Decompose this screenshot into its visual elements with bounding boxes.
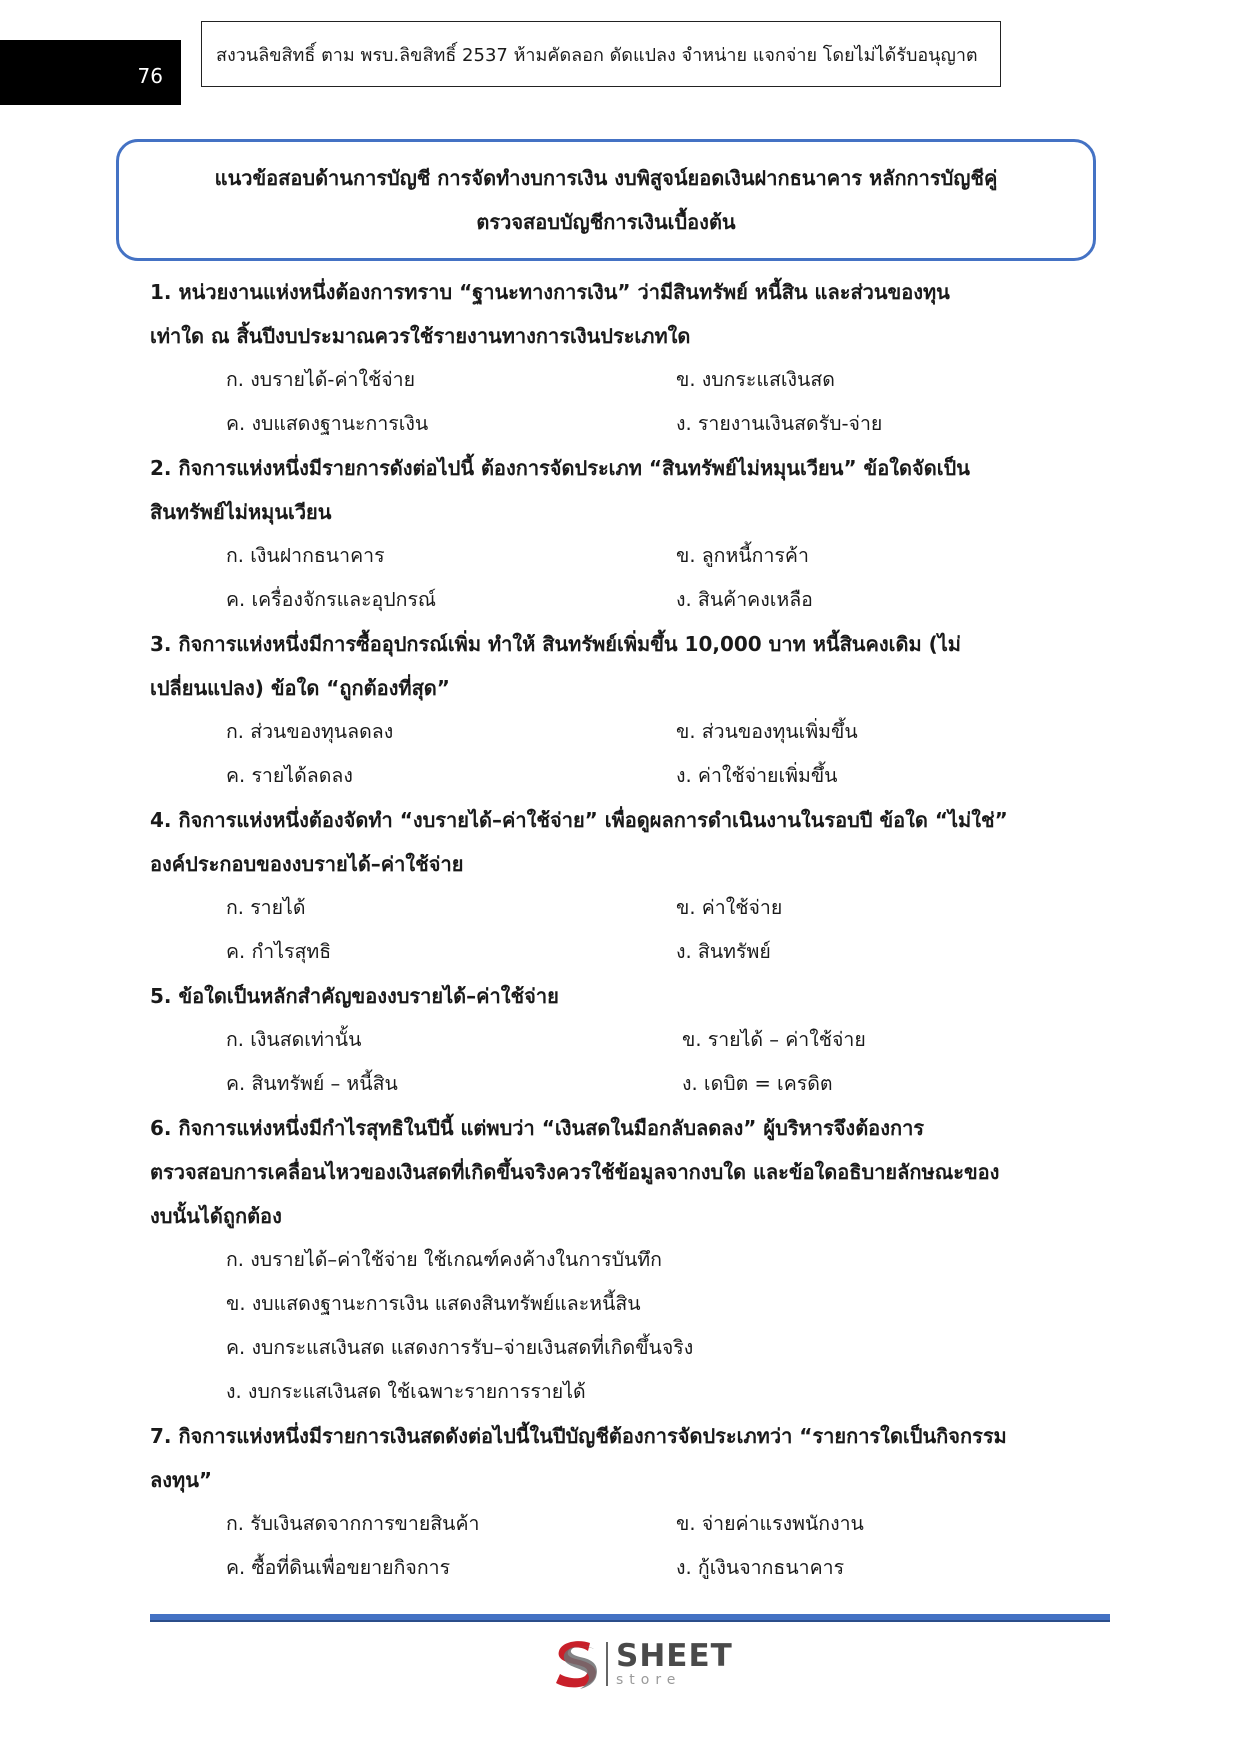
copyright-text: สงวนลิขสิทธิ์ ตาม พรบ.ลิขสิทธิ์ 2537 ห้ามคัดลอก ดัดแปลง จำหน่าย แจกจ่าย โดยไม่ได้รับอนุญาต	[216, 44, 978, 66]
logo-separator	[606, 1642, 608, 1686]
copyright-notice	[201, 21, 1001, 87]
question-text-line: เปลี่ยนแปลง) ข้อใด “ถูกต้องที่สุด”	[150, 676, 450, 700]
question-text-line: ลงทุน”	[150, 1468, 213, 1492]
answer-options	[150, 1238, 1080, 1414]
answer-options	[150, 710, 1080, 798]
answer-options	[150, 358, 1080, 446]
question-2	[150, 446, 1080, 622]
answer-option-d[interactable]: ง. เดบิต = เครดิต	[682, 1072, 833, 1095]
answer-option-d[interactable]: ง. กู้เงินจากธนาคาร	[676, 1556, 845, 1579]
question-text-line: งบนั้นได้ถูกต้อง	[150, 1204, 282, 1228]
answer-option-a[interactable]: ก. งบรายได้-ค่าใช้จ่าย	[226, 368, 416, 391]
question-text-line: 4. กิจการแห่งหนึ่งต้องจัดทำ “งบรายได้–ค่าใช้จ่าย” เพื่อดูผลการดำเนินงานในรอบปี ข้อใด “ไม่ใช่”	[150, 808, 1008, 832]
question-5	[150, 974, 1080, 1106]
answer-options	[150, 886, 1080, 974]
answer-option-d[interactable]: ง. งบกระแสเงินสด ใช้เฉพาะรายการรายได้	[226, 1380, 586, 1403]
logo-wordmark	[616, 1638, 733, 1688]
question-4	[150, 798, 1080, 974]
question-text-line: 5. ข้อใดเป็นหลักสำคัญของงบรายได้–ค่าใช้จ่าย	[150, 984, 559, 1008]
answer-option-c[interactable]: ค. งบกระแสเงินสด แสดงการรับ–จ่ายเงินสดที่เกิดขึ้นจริง	[226, 1336, 694, 1359]
question-text-line: 3. กิจการแห่งหนึ่งมีการซื้ออุปกรณ์เพิ่ม ทำให้ สินทรัพย์เพิ่มขึ้น 10,000 บาท หนี้สินคงเดิม (ไม่	[150, 632, 961, 656]
question-7	[150, 1414, 1080, 1590]
answer-options	[150, 1502, 1080, 1590]
answer-option-d[interactable]: ง. รายงานเงินสดรับ-จ่าย	[676, 412, 883, 435]
answer-option-d[interactable]: ง. ค่าใช้จ่ายเพิ่มขึ้น	[676, 764, 838, 787]
question-text-line: 7. กิจการแห่งหนึ่งมีรายการเงินสดดังต่อไปนี้ในปีบัญชีต้องการจัดประเภทว่า “รายการใดเป็นกิจกรรม	[150, 1424, 1007, 1448]
section-title-line-1: แนวข้อสอบด้านการบัญชี การจัดทำงบการเงิน งบพิสูจน์ยอดเงินฝากธนาคาร หลักการบัญชีคู่	[214, 166, 998, 190]
answer-option-a[interactable]: ก. ส่วนของทุนลดลง	[226, 720, 394, 743]
section-title-line-2: ตรวจสอบบัญชีการเงินเบื้องต้น	[476, 210, 736, 234]
page-number-block	[0, 40, 181, 105]
answer-option-c[interactable]: ค. กำไรสุทธิ	[226, 940, 332, 963]
answer-option-b[interactable]: ข. ลูกหนี้การค้า	[676, 544, 809, 567]
question-1	[150, 270, 1080, 446]
answer-option-a[interactable]: ก. เงินสดเท่านั้น	[226, 1028, 362, 1051]
question-text-line: เท่าใด ณ สิ้นปีงบประมาณควรใช้รายงานทางการเงินประเภทใด	[150, 324, 691, 348]
answer-option-b[interactable]: ข. ค่าใช้จ่าย	[676, 896, 783, 919]
answer-option-c[interactable]: ค. งบแสดงฐานะการเงิน	[226, 412, 429, 435]
answer-option-c[interactable]: ค. สินทรัพย์ – หนี้สิน	[226, 1072, 398, 1095]
answer-option-b[interactable]: ข. งบแสดงฐานะการเงิน แสดงสินทรัพย์และหนี้สิน	[226, 1292, 641, 1315]
answer-option-d[interactable]: ง. สินทรัพย์	[676, 940, 771, 963]
answer-option-b[interactable]: ข. จ่ายค่าแรงพนักงาน	[676, 1512, 864, 1535]
question-text-line: สินทรัพย์ไม่หมุนเวียน	[150, 500, 332, 524]
answer-options	[150, 534, 1080, 622]
sheet-store-s-logo-icon	[550, 1637, 602, 1691]
answer-option-c[interactable]: ค. เครื่องจักรและอุปกรณ์	[226, 588, 437, 611]
question-text-line: ตรวจสอบการเคลื่อนไหวของเงินสดที่เกิดขึ้นจริงควรใช้ข้อมูลจากงบใด และข้อใดอธิบายลักษณะของ	[150, 1160, 1000, 1184]
answer-option-a[interactable]: ก. รับเงินสดจากการขายสินค้า	[226, 1512, 480, 1535]
logo-text-sheet: SHEET	[616, 1638, 733, 1674]
answer-option-b[interactable]: ข. ส่วนของทุนเพิ่มขึ้น	[676, 720, 858, 743]
answer-option-d[interactable]: ง. สินค้าคงเหลือ	[676, 588, 813, 611]
question-3	[150, 622, 1080, 798]
page-number: 76	[137, 64, 163, 88]
section-title-box	[116, 139, 1096, 261]
answer-option-a[interactable]: ก. เงินฝากธนาคาร	[226, 544, 385, 567]
answer-option-a[interactable]: ก. รายได้	[226, 896, 306, 919]
question-text-line: 2. กิจการแห่งหนึ่งมีรายการดังต่อไปนี้ ต้องการจัดประเภท “สินทรัพย์ไม่หมุนเวียน” ข้อใดจัดเป็น	[150, 456, 970, 480]
logo-text-store: store	[616, 1672, 682, 1688]
answer-option-a[interactable]: ก. งบรายได้–ค่าใช้จ่าย ใช้เกณฑ์คงค้างในการบันทึก	[226, 1248, 662, 1271]
answer-option-b[interactable]: ข. รายได้ – ค่าใช้จ่าย	[682, 1028, 866, 1051]
question-text-line: 6. กิจการแห่งหนึ่งมีกำไรสุทธิในปีนี้ แต่พบว่า “เงินสดในมือกลับลดลง” ผู้บริหารจึงต้องการ	[150, 1116, 925, 1140]
answer-options	[150, 1018, 1080, 1106]
footer-divider	[150, 1614, 1110, 1622]
question-text-line: 1. หน่วยงานแห่งหนึ่งต้องการทราบ “ฐานะทางการเงิน” ว่ามีสินทรัพย์ หนี้สิน และส่วนของทุน	[150, 280, 950, 304]
answer-option-c[interactable]: ค. ซื้อที่ดินเพื่อขยายกิจการ	[226, 1556, 451, 1579]
question-6	[150, 1106, 1080, 1414]
question-list	[150, 270, 1080, 1590]
answer-option-b[interactable]: ข. งบกระแสเงินสด	[676, 368, 835, 391]
sheet-store-logo	[550, 1636, 733, 1692]
answer-option-c[interactable]: ค. รายได้ลดลง	[226, 764, 353, 787]
question-text-line: องค์ประกอบของงบรายได้–ค่าใช้จ่าย	[150, 852, 464, 876]
